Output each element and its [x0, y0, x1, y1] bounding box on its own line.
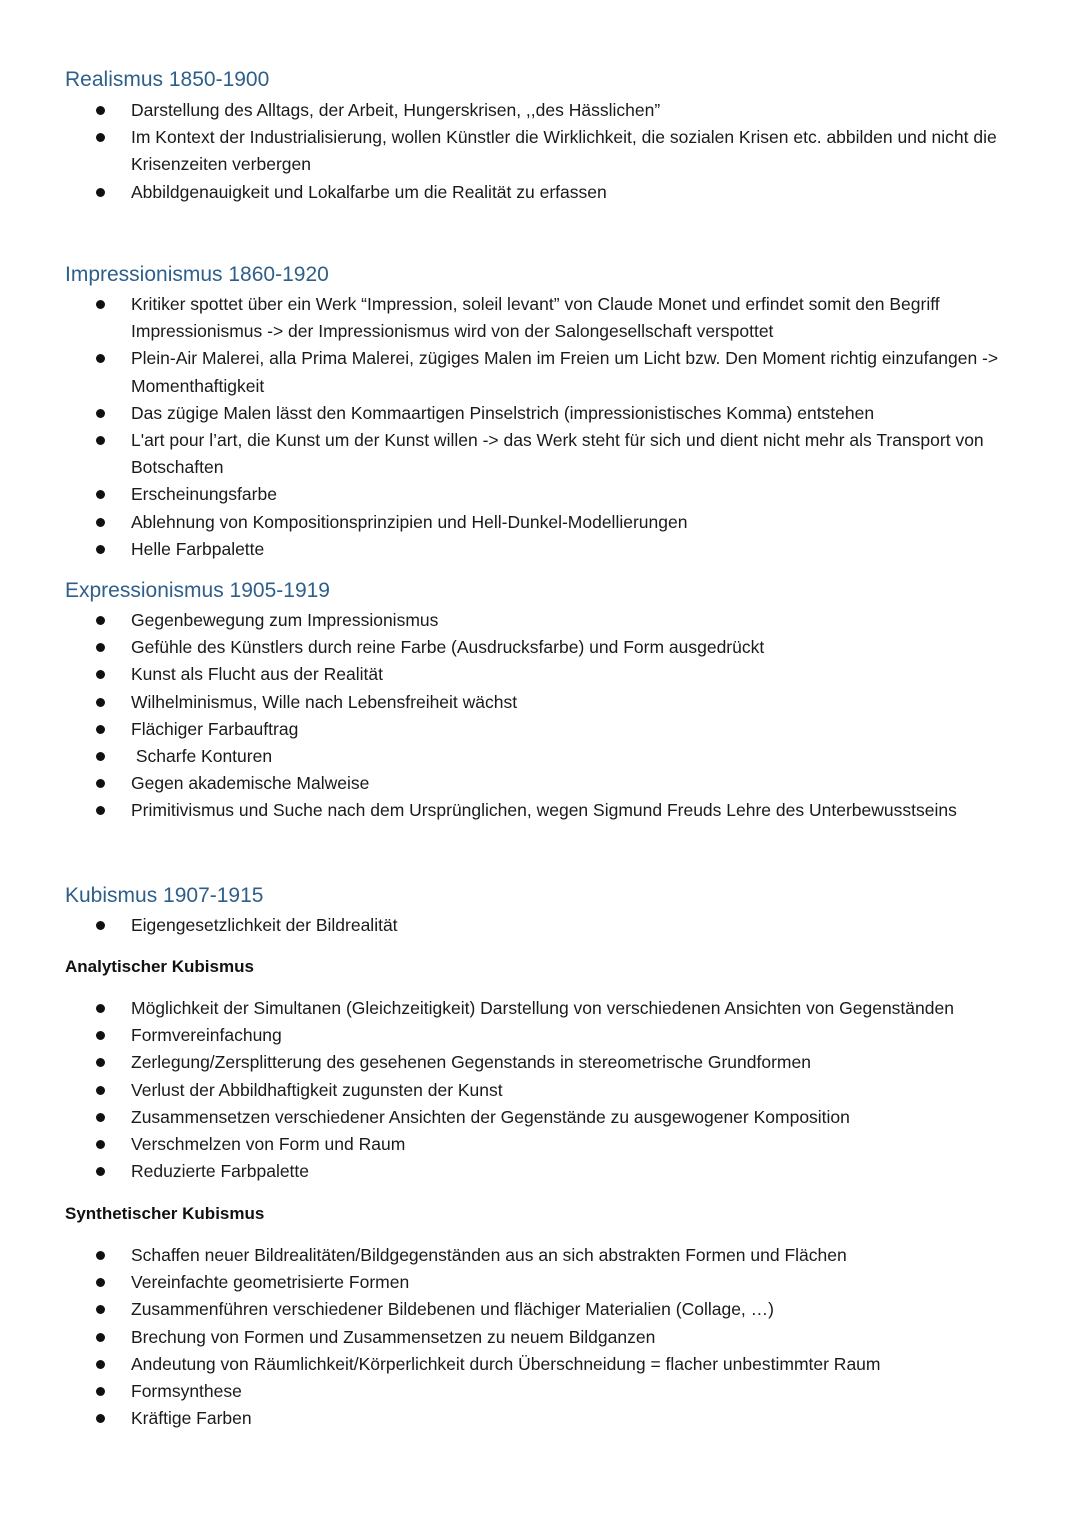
list-item: Gegenbewegung zum Impressionismus [0, 607, 1080, 634]
heading-realismus: Realismus 1850-1900 [65, 68, 270, 91]
list-item: Formsynthese [0, 1378, 1080, 1405]
bullet-icon [96, 1004, 105, 1013]
list-item: Flächiger Farbauftrag [0, 716, 1080, 743]
bullet-icon [96, 1333, 105, 1342]
list-item: Kritiker spottet über ein Werk “Impression, soleil levant” von Claude Monet und erfindet somit den Begriff Impressionismus -> der Impressionismus wird von der Salongesellschaft verspottet [0, 291, 1080, 345]
list-item: Brechung von Formen und Zusammensetzen zu neuem Bildganzen [0, 1324, 1080, 1351]
list-realismus [0, 97, 1080, 206]
list-item: Das zügige Malen lässt den Kommaartigen Pinselstrich (impressionistisches Komma) entstehen [0, 400, 1080, 427]
list-item: Formvereinfachung [0, 1022, 1080, 1049]
list-item: Reduzierte Farbpalette [0, 1158, 1080, 1185]
list-item: Kunst als Flucht aus der Realität [0, 661, 1080, 688]
list-item: Verschmelzen von Form und Raum [0, 1131, 1080, 1158]
heading-impressionismus: Impressionismus 1860-1920 [65, 263, 329, 286]
list-expressionismus [0, 607, 1080, 825]
list-item: Zusammensetzen verschiedener Ansichten der Gegenstände zu ausgewogener Komposition [0, 1104, 1080, 1131]
bullet-icon [96, 354, 105, 363]
bullet-icon [96, 1113, 105, 1122]
bullet-icon [96, 545, 105, 554]
list-item: Wilhelminismus, Wille nach Lebensfreiheit wächst [0, 689, 1080, 716]
bullet-icon [96, 1086, 105, 1095]
list-item: Plein-Air Malerei, alla Prima Malerei, zügiges Malen im Freien um Licht bzw. Den Moment richtig einzufangen -> Momenthaftigkeit [0, 345, 1080, 399]
list-item: Abbildgenauigkeit und Lokalfarbe um die Realität zu erfassen [0, 179, 1080, 206]
list-item: Schaffen neuer Bildrealitäten/Bildgegenständen aus an sich abstrakten Formen und Flächen [0, 1242, 1080, 1269]
list-item: Ablehnung von Kompositionsprinzipien und Hell-Dunkel-Modellierungen [0, 509, 1080, 536]
list-item: Erscheinungsfarbe [0, 481, 1080, 508]
list-item: Darstellung des Alltags, der Arbeit, Hungerskrisen, ,,des Hässlichen” [0, 97, 1080, 124]
list-kubismus [0, 912, 1080, 939]
list-item: Primitivismus und Suche nach dem Ursprünglichen, wegen Sigmund Freuds Lehre des Unterbewusstseins [0, 797, 1080, 824]
bullet-icon [96, 1058, 105, 1067]
bullet-icon [96, 1167, 105, 1176]
bullet-icon [96, 670, 105, 679]
bullet-icon [96, 921, 105, 930]
list-item: Gegen akademische Malweise [0, 770, 1080, 797]
bullet-icon [96, 779, 105, 788]
bullet-icon [96, 752, 105, 761]
bullet-icon [96, 725, 105, 734]
bullet-icon [96, 1387, 105, 1396]
list-item: Helle Farbpalette [0, 536, 1080, 563]
heading-kubismus: Kubismus 1907-1915 [65, 884, 264, 907]
bullet-icon [96, 490, 105, 499]
list-item: Im Kontext der Industrialisierung, wollen Künstler die Wirklichkeit, die sozialen Krisen etc. abbilden und nicht die Krisenzeiten verbergen [0, 124, 1080, 178]
list-item: Kräftige Farben [0, 1405, 1080, 1432]
bullet-icon [96, 300, 105, 309]
list-synthetischer-kubismus [0, 1242, 1080, 1432]
list-item: Gefühle des Künstlers durch reine Farbe (Ausdrucksfarbe) und Form ausgedrückt [0, 634, 1080, 661]
bullet-icon [96, 1140, 105, 1149]
list-analytischer-kubismus [0, 995, 1080, 1185]
list-item: L'art pour l’art, die Kunst um der Kunst willen -> das Werk steht für sich und dient nicht mehr als Transport von Botschaften [0, 427, 1080, 481]
list-item: Möglichkeit der Simultanen (Gleichzeitigkeit) Darstellung von verschiedenen Ansichten von Gegenständen [0, 995, 1080, 1022]
bullet-icon [96, 698, 105, 707]
list-item: Andeutung von Räumlichkeit/Körperlichkeit durch Überschneidung = flacher unbestimmter Raum [0, 1351, 1080, 1378]
list-impressionismus [0, 291, 1080, 563]
bullet-icon [96, 436, 105, 445]
bullet-icon [96, 409, 105, 418]
bullet-icon [96, 1031, 105, 1040]
list-item: Zerlegung/Zersplitterung des gesehenen Gegenstands in stereometrische Grundformen [0, 1049, 1080, 1076]
bullet-icon [96, 518, 105, 527]
bullet-icon [96, 106, 105, 115]
bullet-icon [96, 643, 105, 652]
bullet-icon [96, 616, 105, 625]
bullet-icon [96, 1305, 105, 1314]
bullet-icon [96, 1251, 105, 1260]
subheading-analytischer-kubismus: Analytischer Kubismus [65, 957, 254, 976]
list-item: Scharfe Konturen [0, 743, 1080, 770]
list-item: Verlust der Abbildhaftigkeit zugunsten der Kunst [0, 1077, 1080, 1104]
list-item: Zusammenführen verschiedener Bildebenen und flächiger Materialien (Collage, …) [0, 1296, 1080, 1323]
list-item: Eigengesetzlichkeit der Bildrealität [0, 912, 1080, 939]
bullet-icon [96, 188, 105, 197]
bullet-icon [96, 1360, 105, 1369]
bullet-icon [96, 133, 105, 142]
bullet-icon [96, 806, 105, 815]
bullet-icon [96, 1278, 105, 1287]
heading-expressionismus: Expressionismus 1905-1919 [65, 579, 330, 602]
bullet-icon [96, 1414, 105, 1423]
subheading-synthetischer-kubismus: Synthetischer Kubismus [65, 1204, 265, 1223]
list-item: Vereinfachte geometrisierte Formen [0, 1269, 1080, 1296]
